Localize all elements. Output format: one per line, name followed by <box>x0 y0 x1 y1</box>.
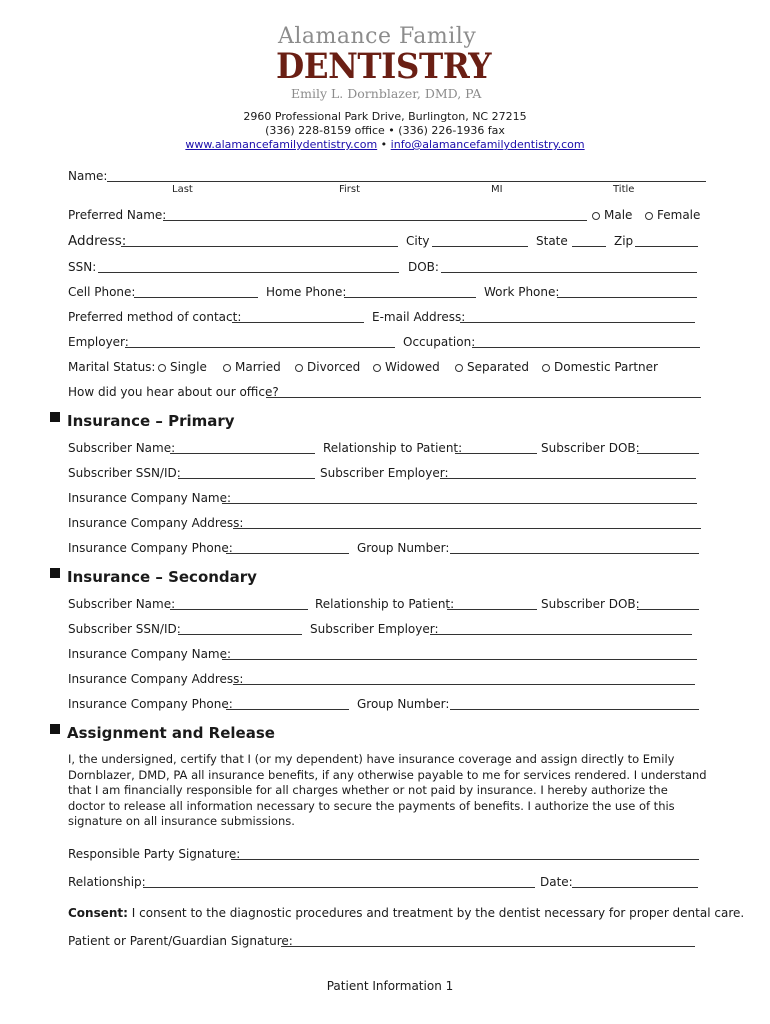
primary-ssn-label: Subscriber SSN/ID: <box>68 466 181 480</box>
guardian-signature-label: Patient or Parent/Guardian Signature: <box>68 934 293 948</box>
radio-icon[interactable] <box>592 212 600 220</box>
marital-married-option[interactable]: Married <box>223 360 281 374</box>
radio-icon[interactable] <box>645 212 653 220</box>
primary-company-address-label: Insurance Company Address: <box>68 516 244 530</box>
primary-subscriber-dob-field[interactable] <box>637 453 699 454</box>
contact-method-field[interactable] <box>232 322 364 323</box>
state-field[interactable] <box>572 246 606 247</box>
name-sub-first: First <box>339 184 361 195</box>
date-field[interactable] <box>572 887 698 888</box>
primary-subscriber-dob-label: Subscriber DOB: <box>541 441 640 455</box>
secondary-company-address-field[interactable] <box>233 684 695 685</box>
primary-employer-label: Subscriber Employer: <box>320 466 449 480</box>
radio-icon[interactable] <box>373 364 381 372</box>
website-link[interactable]: www.alamancefamilydentistry.com <box>185 138 378 151</box>
secondary-company-name-field[interactable] <box>222 659 697 660</box>
responsible-party-signature-field[interactable] <box>231 859 699 860</box>
address-label: Address: <box>68 233 127 249</box>
contact-method-label: Preferred method of contact: <box>68 310 242 324</box>
assignment-text: I, the undersigned, certify that I (or my dependent) have insurance coverage and assign directly to Emily Dornblazer, DMD, PA all insurance benefits, if any otherwise payable to me for services rendered. I understand that I am financially responsible for all charges whether or not paid by insurance. I hereby authorize the doctor to release all information necessary to secure the payments of benefits. I authorize the use of this signature on all insurance submissions. <box>68 752 707 828</box>
name-sub-last: Last <box>172 184 193 195</box>
ssn-field[interactable] <box>98 272 399 273</box>
logo-line-practice: Alamance Family <box>278 24 477 49</box>
marital-separated-option[interactable]: Separated <box>455 360 529 374</box>
secondary-company-address-label: Insurance Company Address: <box>68 672 244 686</box>
relationship-field[interactable] <box>143 887 535 888</box>
secondary-subscriber-name-field[interactable] <box>170 609 308 610</box>
referral-label: How did you hear about our office? <box>68 385 279 399</box>
secondary-ssn-label: Subscriber SSN/ID: <box>68 622 181 636</box>
radio-icon[interactable] <box>223 364 231 372</box>
secondary-subscriber-dob-field[interactable] <box>637 609 699 610</box>
email-address-label: E-mail Address: <box>372 310 466 324</box>
radio-icon[interactable] <box>158 364 166 372</box>
occupation-field[interactable] <box>472 347 700 348</box>
cell-phone-label: Cell Phone: <box>68 285 136 299</box>
secondary-relationship-field[interactable] <box>447 609 537 610</box>
web-line <box>0 138 770 151</box>
page-footer: Patient Information 1 <box>326 979 454 993</box>
primary-employer-field[interactable] <box>440 478 696 479</box>
primary-insurance-heading: Insurance – Primary <box>67 412 235 430</box>
marital-widowed-option[interactable]: Widowed <box>373 360 440 374</box>
secondary-employer-field[interactable] <box>430 634 692 635</box>
radio-icon[interactable] <box>542 364 550 372</box>
practice-address: 2960 Professional Park Drive, Burlington, NC 27215 <box>243 110 527 123</box>
email-address-field[interactable] <box>460 322 695 323</box>
primary-subscriber-name-label: Subscriber Name: <box>68 441 176 455</box>
dob-field[interactable] <box>441 272 697 273</box>
secondary-subscriber-dob-label: Subscriber DOB: <box>541 597 640 611</box>
primary-group-field[interactable] <box>450 553 699 554</box>
primary-ssn-field[interactable] <box>178 478 315 479</box>
preferred-name-label: Preferred Name: <box>68 208 167 222</box>
secondary-insurance-heading: Insurance – Secondary <box>67 568 257 586</box>
gender-female-option[interactable]: Female <box>645 208 700 222</box>
state-label: State <box>536 234 568 248</box>
home-phone-field[interactable] <box>344 297 476 298</box>
section-bullet-icon <box>50 568 60 578</box>
name-label: Name: <box>68 169 108 183</box>
radio-icon[interactable] <box>455 364 463 372</box>
secondary-group-label: Group Number: <box>357 697 450 711</box>
marital-status-label: Marital Status: <box>68 360 156 374</box>
primary-company-address-field[interactable] <box>233 528 701 529</box>
city-field[interactable] <box>432 246 528 247</box>
primary-company-phone-field[interactable] <box>226 553 349 554</box>
secondary-company-name-label: Insurance Company Name: <box>68 647 232 661</box>
assignment-heading: Assignment and Release <box>67 724 275 742</box>
primary-relationship-field[interactable] <box>455 453 537 454</box>
responsible-party-signature-label: Responsible Party Signature: <box>68 847 241 861</box>
cell-phone-field[interactable] <box>134 297 258 298</box>
employer-field[interactable] <box>125 347 395 348</box>
bullet: • <box>388 124 395 137</box>
secondary-subscriber-name-label: Subscriber Name: <box>68 597 176 611</box>
secondary-group-field[interactable] <box>450 709 699 710</box>
name-sub-mi: MI <box>491 184 503 195</box>
zip-field[interactable] <box>635 246 698 247</box>
work-phone-field[interactable] <box>557 297 697 298</box>
section-bullet-icon <box>50 412 60 422</box>
marital-divorced-option[interactable]: Divorced <box>295 360 360 374</box>
consent-label: Consent: <box>68 906 128 920</box>
secondary-company-phone-label: Insurance Company Phone: <box>68 697 233 711</box>
gender-male-option[interactable]: Male <box>592 208 632 222</box>
preferred-name-field[interactable] <box>163 220 587 221</box>
city-label: City <box>406 234 430 248</box>
address-field[interactable] <box>121 246 398 247</box>
name-sub-title: Title <box>613 184 635 195</box>
marital-single-option[interactable]: Single <box>158 360 207 374</box>
email-link[interactable]: info@alamancefamilydentistry.com <box>390 138 585 151</box>
section-bullet-icon <box>50 724 60 734</box>
radio-icon[interactable] <box>295 364 303 372</box>
consent-statement <box>68 906 744 920</box>
home-phone-label: Home Phone: <box>266 285 347 299</box>
consent-text: I consent to the diagnostic procedures and treatment by the dentist necessary for proper dental care. <box>131 906 745 920</box>
fax-number: (336) 226-1936 fax <box>398 124 505 137</box>
logo-line-doctor: Emily L. Dornblazer, DMD, PA <box>291 86 482 101</box>
primary-group-label: Group Number: <box>357 541 450 555</box>
name-field[interactable] <box>107 181 706 182</box>
relationship-label: Relationship: <box>68 875 146 889</box>
zip-label: Zip <box>614 234 634 248</box>
referral-field[interactable] <box>266 397 701 398</box>
primary-company-phone-label: Insurance Company Phone: <box>68 541 233 555</box>
primary-company-name-field[interactable] <box>222 503 697 504</box>
employer-label: Employer: <box>68 335 129 349</box>
marital-domestic-partner-option[interactable]: Domestic Partner <box>542 360 658 374</box>
office-phone: (336) 228-8159 office <box>265 124 385 137</box>
ssn-label: SSN: <box>68 260 97 274</box>
work-phone-label: Work Phone: <box>484 285 560 299</box>
date-label: Date: <box>540 875 573 889</box>
primary-relationship-label: Relationship to Patient: <box>323 441 463 455</box>
bullet: • <box>380 138 388 151</box>
secondary-employer-label: Subscriber Employer: <box>310 622 439 636</box>
primary-company-name-label: Insurance Company Name: <box>68 491 232 505</box>
secondary-ssn-field[interactable] <box>178 634 302 635</box>
logo-line-dentistry: DENTISTRY <box>276 46 492 87</box>
occupation-label: Occupation: <box>403 335 476 349</box>
secondary-company-phone-field[interactable] <box>226 709 349 710</box>
phone-line <box>0 124 770 137</box>
secondary-relationship-label: Relationship to Patient: <box>315 597 455 611</box>
primary-subscriber-name-field[interactable] <box>170 453 315 454</box>
guardian-signature-field[interactable] <box>281 946 695 947</box>
dob-label: DOB: <box>408 260 439 274</box>
